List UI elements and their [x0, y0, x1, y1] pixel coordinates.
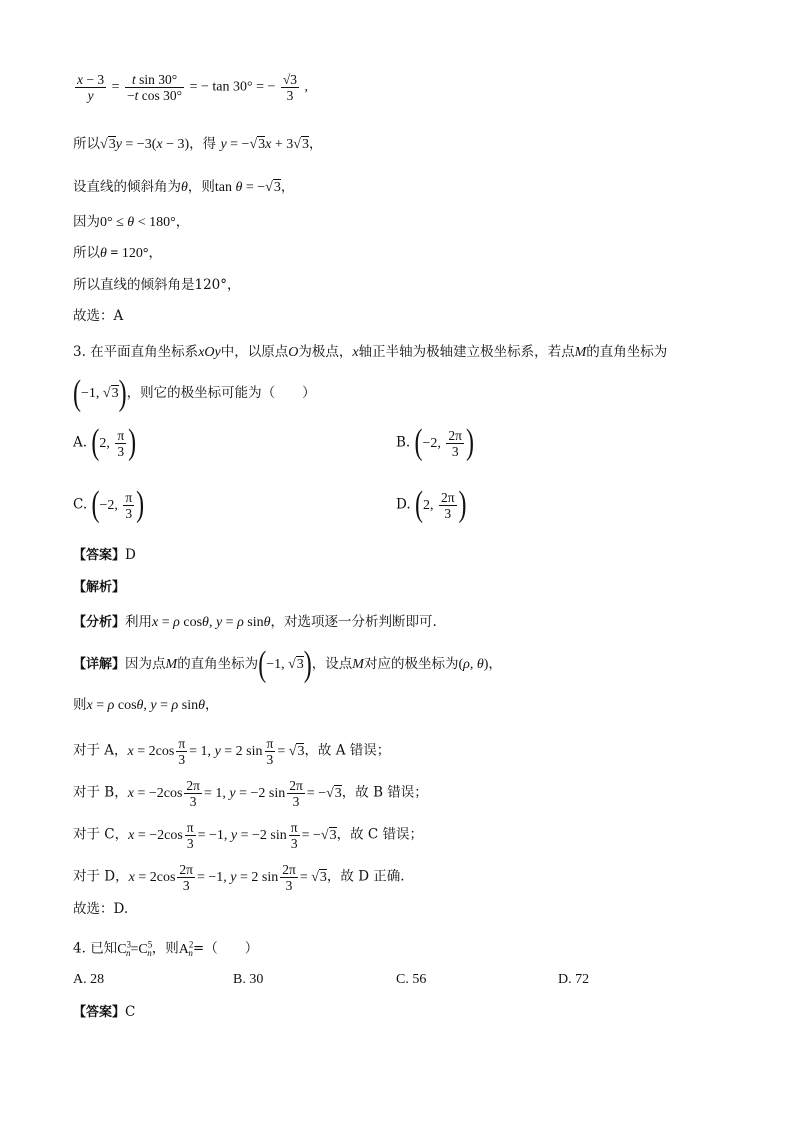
q4-answer: 【答案】C [73, 1004, 136, 1020]
range-line: 因为0° ≤ θ < 180°， [73, 214, 190, 230]
q3-xiangjie: 【详解】因为点M的直角坐标为(−1, √3)，设点M对应的极坐标为(ρ, θ)， [73, 645, 502, 685]
q3-option-c: C. (−2, $\frac{\pi}{3}$ ) [73, 485, 145, 525]
choose-a-line: 故选：A [73, 308, 124, 324]
q4-option-b: B. 30 [233, 972, 264, 987]
q4-option-c: C. 56 [396, 972, 427, 987]
q3-answer: 【答案】D [73, 547, 136, 563]
choose-d-line: 故选：D. [73, 901, 129, 917]
q3-option-b: B. (−2, $\frac{2\pi}{3}$ ) [396, 423, 474, 463]
question-4-stem: 4. 已知$C^3_n=C^5_n$，则$A^2_n=$（ ） [73, 939, 259, 959]
eq-line-y: 所以√3y = −3(x − 3)，得 y = −√3x + 3√3， [73, 136, 323, 152]
question-3-stem-2: (−1, √3)，则它的极坐标可能为（ ） [73, 374, 316, 414]
q3-check-c: 对于 C，x = −2cos $\frac{\pi}{3}$ = −1, y = −2 sin $\frac{\pi}{3}$ = −√3，故 C 错误； [73, 820, 424, 851]
theta-value-line: 所以θ = 120°， [73, 245, 162, 261]
q3-then-line: 则x = ρ cosθ, y = ρ sinθ， [73, 697, 219, 713]
conclusion-line: 所以直线的倾斜角是120°， [73, 277, 241, 293]
eq-tan-line: $\frac{x - 3}{y}$ = $\frac{\text{t sin 30°}}{\text{−t cos 30°}}$ = − tan 30° = − $\frac{√3}{3}$ , [77, 72, 309, 103]
q3-check-b: 对于 B，x = −2cos $\frac{2\pi}{3}$ = 1, y = −2 sin $\frac{2\pi}{3}$ = −√3，故 B 错误； [73, 778, 428, 809]
q3-analysis-tag: 【解析】 [73, 580, 126, 595]
q3-option-d: D. (2, $\frac{2\pi}{3}$ ) [396, 485, 467, 525]
question-3-stem: 3. 在平面直角坐标系xOy中，以原点O为极点，x轴正半轴为极轴建立极坐标系，若点M的直角坐标为 [73, 344, 668, 360]
q3-check-a: 对于 A，x = 2cos $\frac{\pi}{3}$ = 1, y = 2 sin $\frac{\pi}{3}$ = √3，故 A 错误； [73, 736, 391, 767]
set-angle-line: 设直线的倾斜角为θ，则tan θ = −√3， [73, 179, 295, 195]
q4-option-a: A. 28 [73, 972, 105, 987]
q3-fenxi: 【分析】利用x = ρ cosθ, y = ρ sinθ，对选项逐一分析判断即可. [73, 614, 437, 630]
q3-check-d: 对于 D，x = 2cos $\frac{2\pi}{3}$ = −1, y = 2 sin $\frac{2\pi}{3}$ = √3，故 D 正确. [73, 862, 405, 893]
q3-option-a: A. (2, $\frac{\pi}{3}$ ) [73, 423, 137, 463]
q4-option-d: D. 72 [558, 972, 590, 987]
